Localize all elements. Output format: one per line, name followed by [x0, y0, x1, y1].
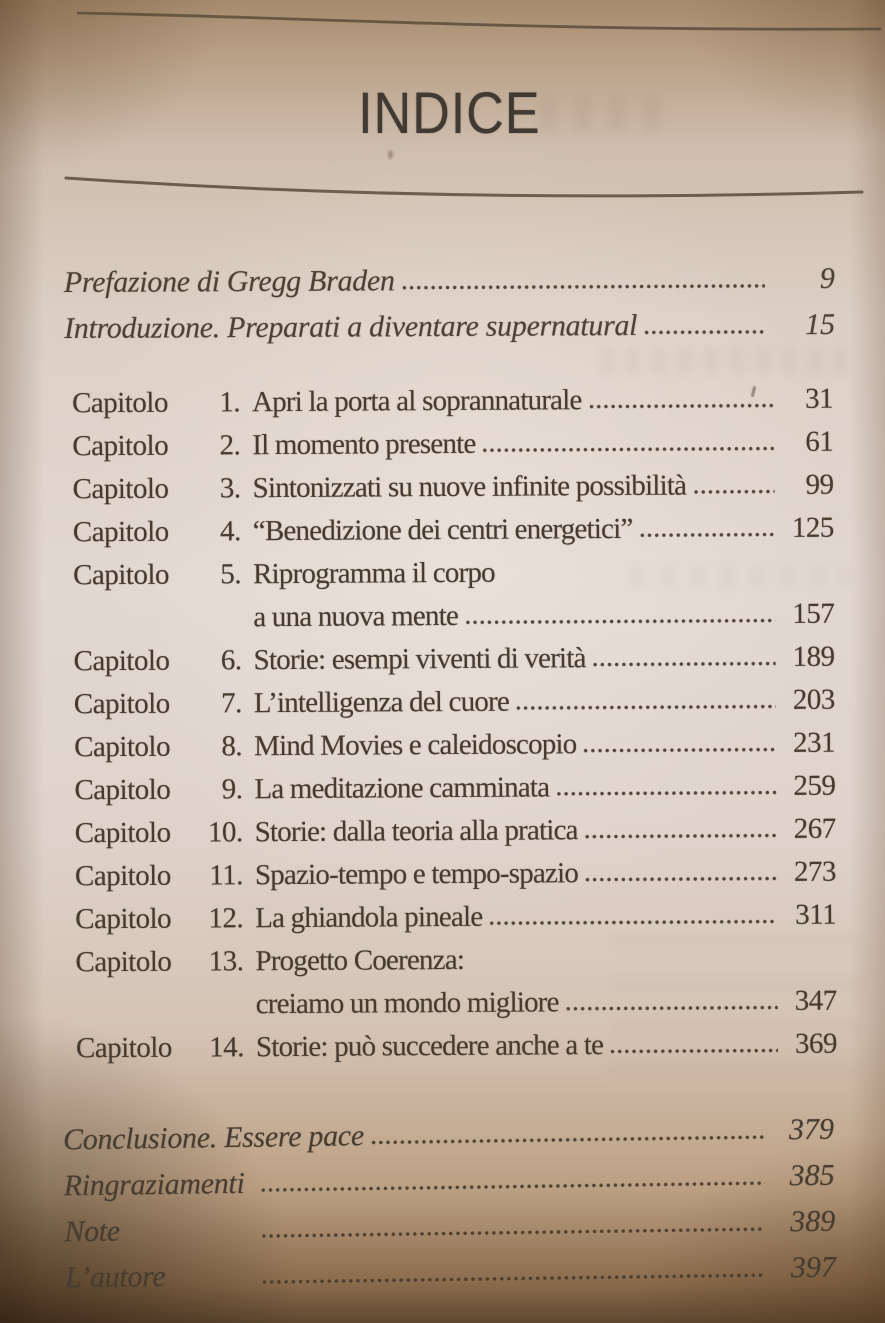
chapter-title: Spazio-tempo e tempo-spazio — [254, 857, 579, 892]
chapter-number: 10. — [207, 816, 243, 849]
chapter-title: La meditazione camminata — [254, 771, 550, 806]
chapter-number: 8. — [221, 730, 243, 763]
masthead — [64, 80, 835, 147]
entry-label: L’autore — [64, 1259, 166, 1295]
dot-leader — [610, 1048, 778, 1054]
chapter-title: La ghiandola pineale — [255, 900, 483, 935]
toc-entry-chapter-13-line1 — [65, 937, 836, 985]
dot-leader — [589, 403, 775, 409]
toc-entry-chapter-5-line2 — [63, 593, 834, 641]
chapter-word: Capitolo — [72, 558, 170, 592]
page-number: 189 — [792, 640, 835, 673]
chapter-number: 4. — [219, 515, 241, 548]
chapter-title: Apri la porta al soprannaturale — [251, 384, 582, 419]
toc-entry-chapter-6 — [63, 636, 834, 684]
dot-leader — [583, 747, 776, 753]
chapter-word: Capitolo — [71, 386, 169, 420]
chapter-title: Storie: può succedere anche a te — [255, 1029, 604, 1064]
back-matter-list — [63, 1107, 836, 1302]
toc-entry-chapter-5-line1 — [63, 550, 834, 598]
toc-entry-chapter-8 — [64, 722, 835, 770]
page-number: 379 — [788, 1112, 835, 1147]
page-number: 125 — [791, 511, 834, 544]
dot-leader — [585, 833, 777, 839]
chapter-word: Capitolo — [72, 472, 169, 506]
chapter-word: Capitolo — [74, 773, 171, 807]
top-rule — [78, 13, 880, 29]
dot-leader — [585, 876, 777, 882]
dot-leader — [261, 1181, 765, 1193]
chapter-title: Il momento presente — [252, 427, 476, 462]
page-number: 99 — [805, 468, 834, 501]
entry-label: Introduzione. Preparati a diventare supernatural — [64, 309, 638, 346]
dot-leader — [262, 1273, 766, 1285]
page-number: 61 — [805, 425, 834, 458]
chapter-number: 6. — [220, 644, 242, 677]
dot-leader — [693, 489, 774, 494]
dot-leader — [644, 329, 765, 335]
chapter-title: Sintonizzati su nuove infinite possibilità — [252, 469, 687, 505]
entry-label: Ringraziamenti — [63, 1166, 245, 1203]
front-matter-list — [64, 256, 835, 352]
chapter-number: 13. — [208, 945, 244, 978]
toc-entry-chapter-1 — [62, 378, 833, 426]
page-number: 31 — [804, 382, 834, 415]
chapter-title-continued: a una nuova mente — [253, 599, 459, 634]
dot-leader — [516, 704, 776, 711]
page-number: 311 — [795, 898, 837, 931]
chapter-number: 1. — [219, 386, 241, 419]
chapter-title: Storie: dalla teoria alla pratica — [254, 814, 578, 849]
chapter-title: Progetto Coerenza: — [255, 943, 465, 978]
chapter-number: 9. — [221, 773, 243, 806]
dot-leader — [402, 283, 765, 290]
toc-entry-chapter-13-line2 — [66, 980, 837, 1028]
page-number: 9 — [819, 261, 835, 296]
chapter-word: Capitolo — [75, 902, 172, 936]
page-number: 389 — [790, 1204, 836, 1239]
chapter-word: Capitolo — [73, 687, 170, 721]
page-number: 259 — [793, 769, 836, 802]
chapter-number: 12. — [208, 902, 244, 935]
chapter-list — [62, 378, 837, 1071]
page-number: 15 — [805, 307, 836, 342]
toc-entry-chapter-11 — [65, 851, 836, 899]
chapter-number: 5. — [220, 558, 242, 591]
chapter-number: 2. — [219, 429, 241, 462]
page-number: 267 — [793, 812, 836, 845]
chapter-word: Capitolo — [72, 515, 169, 549]
page-number: 369 — [794, 1027, 838, 1060]
page-number: 231 — [793, 726, 836, 759]
toc-entry-chapter-14 — [66, 1023, 837, 1071]
chapter-word: Capitolo — [74, 730, 171, 764]
chapter-title: Riprogramma il corpo — [252, 556, 495, 591]
page-title: INDICE — [358, 81, 541, 146]
chapter-word: Capitolo — [75, 945, 172, 979]
page-number: 273 — [793, 855, 837, 888]
entry-label: Prefazione di Gregg Braden — [63, 264, 395, 300]
entry-label: Conclusione. Essere pace — [62, 1119, 365, 1157]
toc-entry-chapter-7 — [64, 679, 835, 727]
dot-leader — [483, 446, 775, 453]
dot-leader — [371, 1135, 764, 1145]
entry-label: Note — [64, 1214, 121, 1249]
paper-speck — [388, 150, 393, 159]
chapter-word: Capitolo — [75, 1031, 172, 1065]
toc-entry-chapter-2 — [62, 421, 833, 469]
page-number: 203 — [792, 683, 835, 716]
page-number: 347 — [794, 984, 837, 1017]
toc-entry-prefazione — [64, 256, 835, 306]
toc-entry-chapter-10 — [65, 808, 836, 856]
indent-spacer — [76, 1013, 244, 1014]
dot-leader — [465, 618, 775, 625]
chapter-title: Storie: esempi viventi di verità — [253, 642, 586, 677]
chapter-word: Capitolo — [74, 859, 171, 893]
toc-entry-introduzione — [64, 302, 835, 352]
chapter-number: 3. — [219, 472, 241, 505]
chapter-word: Capitolo — [73, 644, 170, 678]
title-rule — [66, 178, 862, 196]
chapter-number: 14. — [209, 1031, 245, 1064]
page-number: 157 — [792, 597, 835, 630]
chapter-title: L’intelligenza del cuore — [253, 685, 510, 720]
dot-leader — [261, 1227, 765, 1239]
dot-leader — [640, 532, 775, 538]
indent-spacer — [73, 626, 241, 627]
chapter-title: “Benedizione dei centri energetici” — [252, 512, 633, 548]
dot-leader — [489, 919, 777, 926]
dot-leader — [556, 790, 776, 796]
page-number: 385 — [789, 1158, 835, 1193]
toc-entry-chapter-4 — [63, 507, 834, 555]
chapter-word: Capitolo — [72, 429, 169, 463]
dot-leader — [593, 661, 776, 667]
chapter-title-continued: creiamo un mondo migliore — [255, 986, 559, 1021]
chapter-number: 11. — [209, 859, 244, 892]
chapter-number: 7. — [221, 687, 242, 720]
toc-entry-chapter-9 — [64, 765, 835, 813]
dot-leader — [566, 1005, 778, 1011]
page-number: 397 — [790, 1250, 837, 1285]
toc-entry-chapter-3 — [62, 464, 833, 512]
toc-entry-chapter-12 — [65, 894, 836, 942]
chapter-title: Mind Movies e caleidoscopio — [254, 728, 577, 763]
chapter-word: Capitolo — [74, 816, 171, 850]
